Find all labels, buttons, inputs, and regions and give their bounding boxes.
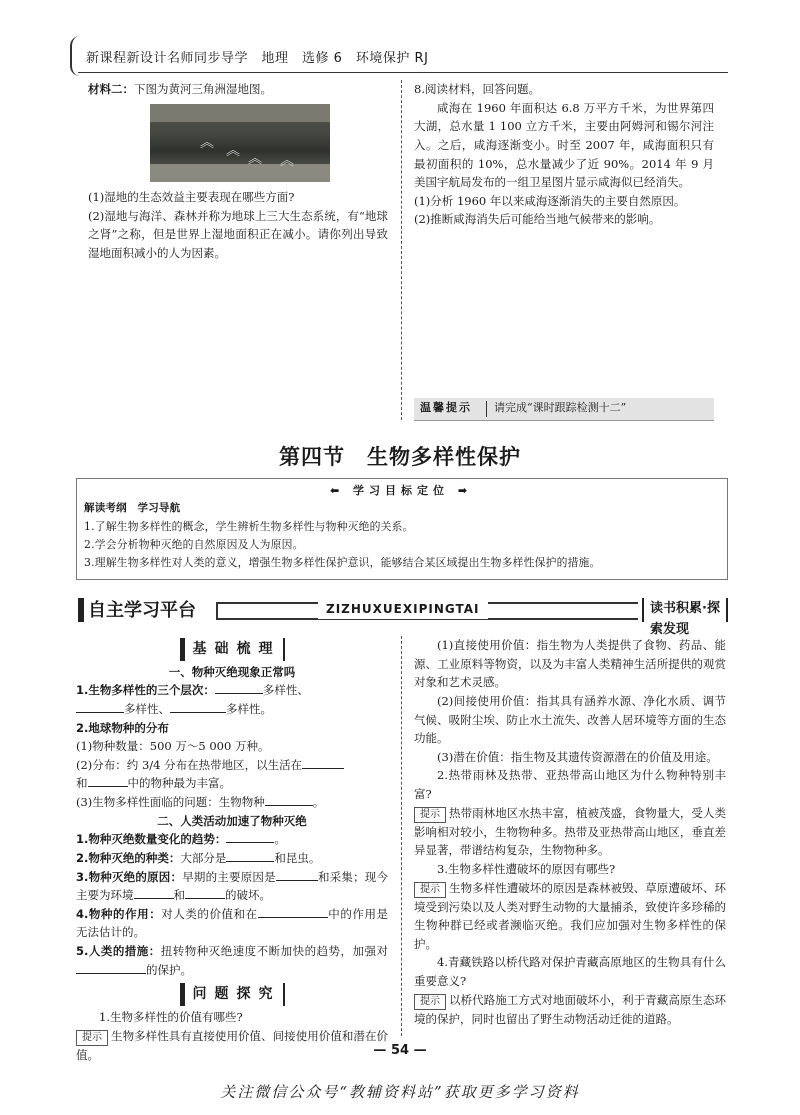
arrow-left-icon: ⬅ <box>329 484 353 497</box>
material-label: 材料二： <box>88 82 134 96</box>
value-potential: (3)潜在价值：指生物及其遗传资源潜在的价值及用途。 <box>437 749 718 764</box>
goal-item: 3.理解生物多样性对人类的意义，增强生物多样性保护意识，能够结合某区域提出生物多样性保护的措施。 <box>84 555 601 569</box>
value-indirect: (2)间接使用价值：指其具有涵养水源、净化水质、调节气候、吸附尘埃、防止水土流失、改善人居环境等方面的生态功能。 <box>414 693 726 746</box>
warm-tip-text: 请完成“课时跟踪检测十二” <box>494 401 627 414</box>
banner-right-text: 读书积累·探索发现 <box>650 601 720 638</box>
left-top-questions <box>88 188 388 263</box>
self-study-banner <box>78 596 728 638</box>
basics-item-7: 5.人类的措施：扭转物种灭绝速度不断加快的趋势，加强对的保护。 <box>76 944 388 977</box>
wetland-birds-photo: ︽ ︽ ︽ ︽ <box>150 104 330 182</box>
aral-q1: (1)分析 1960 年以来咸海逐渐消失的主要自然原因。 <box>414 193 686 208</box>
banner-title: 自主学习平台 <box>88 600 196 621</box>
wetland-q2: (2)湿地与海洋、森林并称为地球上三大生态系统，有“地球之肾”之称，但是世界上湿地面积正在减小。请你列出导致湿地面积减小的人为因素。 <box>88 208 388 260</box>
goal-item: 2.学会分析物种灭绝的自然原因及人为原因。 <box>84 537 304 551</box>
footer-note: 关注微信公众号“教辅资料站”获取更多学习资料 <box>220 1083 580 1101</box>
column-divider-top <box>401 80 402 420</box>
tip-badge: 提示 <box>414 882 446 898</box>
explore-heading: 问题探究 <box>76 983 388 1006</box>
tip-badge: 提示 <box>76 1030 108 1046</box>
banner-left-block <box>78 598 84 622</box>
warm-tip-bar <box>414 398 714 421</box>
header-bracket <box>70 36 82 76</box>
basics-item-5: 3.物种灭绝的原因：早期的主要原因是 和采集；现今主要为环境 和 的破坏。 <box>76 869 389 903</box>
basics-heading: 基础梳理 <box>76 638 388 661</box>
right-top-column <box>414 80 714 229</box>
basics-item-4: 2.物种灭绝的种类：大部分是 和昆虫。 <box>76 850 321 865</box>
basics-h1: 一、物种灭绝现象正常吗 <box>168 664 296 679</box>
explore-q1: 1.生物多样性的价值有哪些? <box>99 1009 243 1024</box>
warm-tip-label: 温馨提示 <box>420 401 472 414</box>
aral-q2: (2)推断咸海消失后可能给当地气候带来的影响。 <box>414 212 661 227</box>
arrow-right-icon: ➡ <box>449 484 473 497</box>
explore-tip1: 提示 生物多样性具有直接使用价值、间接使用价值和潜在价值。 <box>76 1028 388 1062</box>
explore-tip2: 提示 热带雨林地区水热丰富，植被茂盛，食物量大，受人类影响相对较小，生物物种多。热带及亚热带高山地区，垂直差异显著，带谱结构复杂，生物物种多。 <box>414 805 726 858</box>
basics-item-2-3: (3)生物多样性面临的问题：生物物种 。 <box>76 795 325 810</box>
tip-badge: 提示 <box>414 994 446 1010</box>
explore-q4: 4.青藏铁路以桥代路对保护青藏高原地区的生物具有什么重要意义? <box>414 955 726 988</box>
explore-q3: 3.生物多样性遭破坏的原因有哪些? <box>437 861 616 876</box>
value-direct: (1)直接使用价值：指生物为人类提供了食物、药品、能源、工业原料等物资，以及为丰富人类精神生活所提供的观赏对象和艺术灵感。 <box>414 638 726 690</box>
tip-badge: 提示 <box>414 807 446 823</box>
explore-q2: 2.热带雨林及热带、亚热带高山地区为什么物种特别丰富? <box>414 768 726 801</box>
right-bottom-column <box>414 636 726 1028</box>
column-divider-bottom <box>401 636 402 1036</box>
material-text: 下图为黄河三角洲湿地图。 <box>134 82 272 96</box>
goal-item: 1.了解生物多样性的概念，学生辨析生物多样性与物种灭绝的关系。 <box>84 519 414 533</box>
left-bottom-column <box>76 636 388 1064</box>
learning-goals-body <box>84 500 724 572</box>
section-title: 第四节 生物多样性保护 <box>279 445 521 469</box>
basics-item-1: 1.生物多样性的三个层次： 多样性、 多样性、 多样性。 <box>76 683 309 716</box>
basics-item-6: 4.物种的作用：对人类的价值和在 中的作用是无法估计的。 <box>76 906 388 940</box>
left-top-column <box>88 80 388 99</box>
banner-right-bar <box>726 598 728 622</box>
basics-item-2: 2.地球物种的分布 <box>76 720 169 735</box>
explore-tip3: 提示 生物多样性遭破坏的原因是森林被毁、草原遭破坏、环境受到污染以及人类对野生动物的大量捕杀，致使许多珍稀的生物种群已经或者濒临灭绝。我们应加强对生物多样性的保护。 <box>414 880 726 951</box>
banner-mid-bar <box>642 598 644 622</box>
learning-goals-header <box>76 482 726 500</box>
material-caption <box>88 80 388 99</box>
warm-tip-separator <box>486 401 487 417</box>
running-header: 新课程新设计名师同步导学 地理 选修 6 环境保护 RJ <box>86 51 429 66</box>
aral-sea-passage: 咸海在 1960 年面积达 6.8 万平方千米，为世界第四大湖，总水量 1 100 立方千米，主要由阿姆河和锡尔河注入。之后，咸海逐渐变小。时至 2007 年，咸海面积只有最初面积的 10%，总水量减少了近 90%。2014 年 9 月美国宇航局发布的一组卫星图片显示咸海似已经消失。 <box>414 100 714 190</box>
basics-item-2-1: (1)物种数量：500 万～5 000 万种。 <box>76 739 270 754</box>
banner-pinyin: ZIZHUXUEXIPINGTAI <box>318 600 488 619</box>
wetland-q1: (1)湿地的生态效益主要表现在哪些方面? <box>88 190 295 204</box>
goal-subtitle: 解读考纲 学习导航 <box>84 502 181 514</box>
page-number: — 54 — <box>373 1043 427 1058</box>
header-rule <box>78 72 728 73</box>
basics-item-3: 1.物种灭绝数量变化的趋势： 。 <box>76 832 286 847</box>
explore-tip4: 提示 以桥代路施工方式对地面破坏小，利于青藏高原生态环境的保护，同时也留出了野生动物活动迁徙的道路。 <box>414 992 726 1026</box>
goal-header-text: 学习目标定位 <box>353 484 449 497</box>
basics-item-2-2: (2)分布：约 3/4 分布在热带地区，以生活在 和 中的物种最为丰富。 <box>76 756 388 793</box>
question-8: 8.阅读材料，回答问题。 <box>414 82 540 96</box>
basics-h2: 二、人类活动加速了物种灭绝 <box>157 813 307 828</box>
